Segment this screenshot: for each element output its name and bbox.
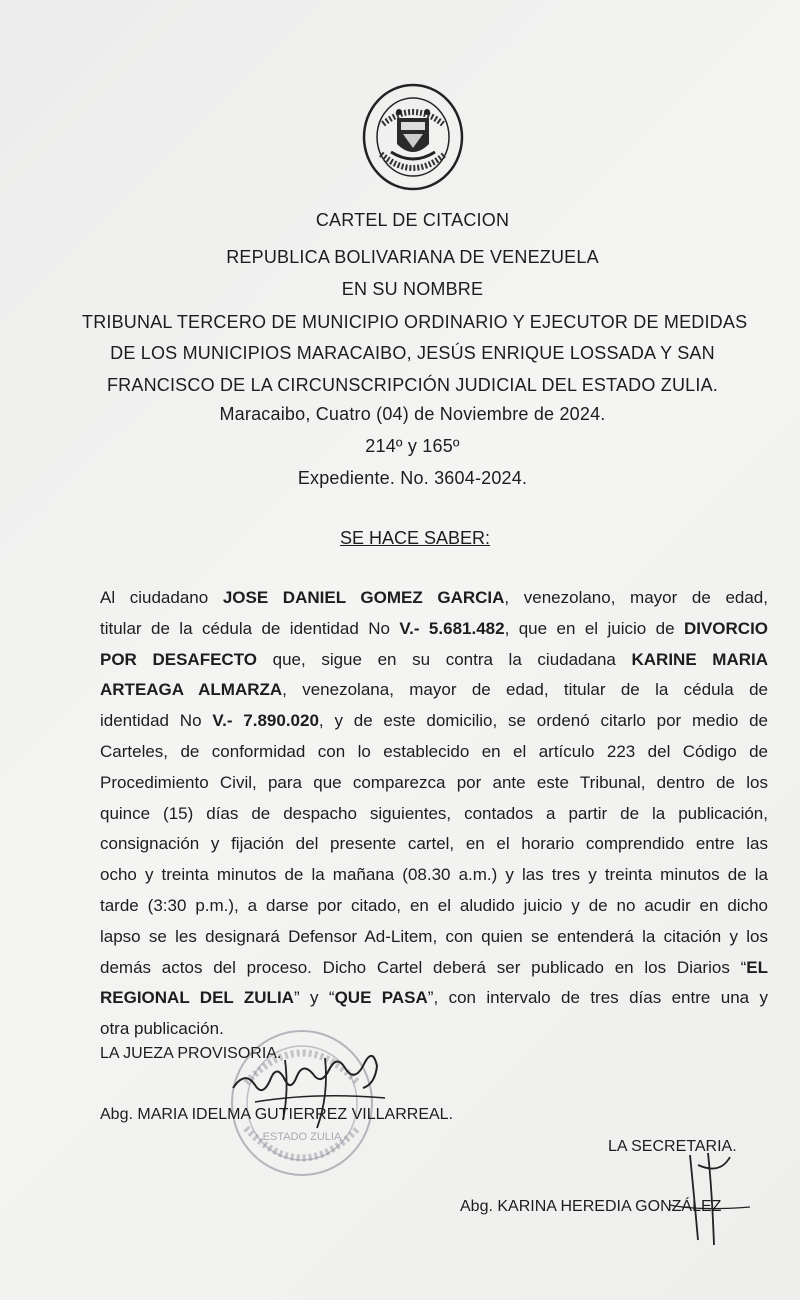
- body-line: Al ciudadano JOSE DANIEL GOMEZ GARCIA, venezolano, mayor de edad,: [100, 588, 768, 607]
- tribunal-line-3: FRANCISCO DE LA CIRCUNSCRIPCIÓN JUDICIAL DEL ESTADO ZULIA.: [106, 375, 719, 395]
- body-line: Carteles, de conformidad con lo establecido en el artículo 223 del Código de: [100, 741, 768, 761]
- tribunal-line-2: DE LOS MUNICIPIOS MARACAIBO, JESÚS ENRIQUE LOSSADA Y SAN: [110, 343, 715, 363]
- citation-body: [100, 583, 768, 1045]
- judge-signature: [225, 1040, 395, 1150]
- body-line: ARTEAGA ALMARZA, venezolana, mayor de edad, titular de la cédula de: [100, 680, 768, 700]
- secretary-name: Abg. KARINA HEREDIA GONZÁLEZ: [460, 1198, 722, 1215]
- body-line: demás actos del proceso. Dicho Cartel deberá ser publicado en los Diarios “EL: [100, 957, 768, 977]
- years-line: 214º y 165º: [365, 436, 460, 456]
- document-date: Maracaibo, Cuatro (04) de Noviembre de 2024.: [219, 404, 606, 424]
- body-line: otra publicación.: [100, 1019, 224, 1039]
- tribunal-line-1: TRIBUNAL TERCERO DE MUNICIPIO ORDINARIO Y EJECUTOR DE MEDIDAS: [82, 312, 748, 332]
- body-line: titular de la cédula de identidad No V.- 5.681.482, que en el juicio de DIVORCIO: [100, 618, 769, 638]
- judge-title: LA JUEZA PROVISORIA.: [100, 1045, 282, 1062]
- body-line: Procedimiento Civil, para que comparezca por ante este Tribunal, dentro de los: [100, 772, 768, 792]
- document-title: CARTEL DE CITACION: [315, 210, 510, 230]
- judge-name: Abg. MARIA IDELMA GUTIERREZ VILLARREAL.: [100, 1106, 453, 1123]
- secretary-title: LA SECRETARIA.: [608, 1138, 737, 1155]
- body-line: REGIONAL DEL ZULIA” y “QUE PASA”, con intervalo de tres días entre una y: [100, 988, 768, 1008]
- coat-of-arms-seal-icon: [361, 82, 465, 192]
- svg-text:ESTADO ZULIA: ESTADO ZULIA: [262, 1131, 342, 1143]
- body-line: lapso se les designará Defensor Ad-Litem, con quien se entenderá la citación y los: [100, 926, 768, 946]
- body-line: POR DESAFECTO que, sigue en su contra la ciudadana KARINE MARIA: [100, 649, 769, 669]
- republic-heading: REPUBLICA BOLIVARIANA DE VENEZUELA: [226, 247, 599, 267]
- body-line: identidad No V.- 7.890.020, y de este domicilio, se ordenó citarlo por medio de: [100, 711, 768, 731]
- se-hace-saber-heading: SE HACE SABER:: [339, 528, 491, 548]
- body-line: ocho y treinta minutos de la mañana (08.30 a.m.) y las tres y treinta minutos de la: [100, 865, 768, 885]
- body-line: quince (15) días de despacho siguientes, contados a partir de la publicación,: [100, 803, 768, 823]
- body-line: consignación y fijación del presente cartel, en el horario comprendido entre las: [100, 834, 768, 854]
- en-su-nombre-heading: EN SU NOMBRE: [341, 279, 484, 299]
- body-line: tarde (3:30 p.m.), a darse por citado, en el aludido juicio y de no acudir en dicho: [100, 895, 768, 915]
- expediente-number: Expediente. No. 3604-2024.: [297, 468, 528, 488]
